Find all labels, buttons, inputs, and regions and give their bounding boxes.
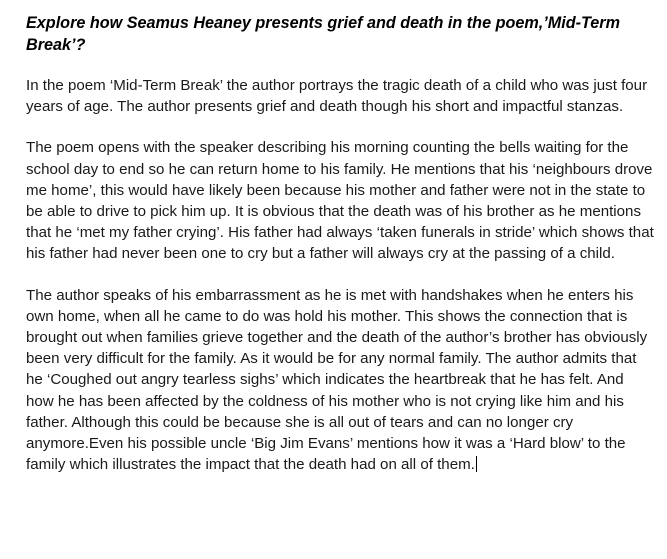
paragraph-1: In the poem ‘Mid-Term Break’ the author portrays the tragic death of a child who was just four years of age. The author presents grief and death though his short and impactful stanzas. — [26, 77, 648, 116]
text-cursor — [476, 456, 477, 472]
paragraph-3 — [26, 285, 654, 476]
paragraph-3-text: The author speaks of his embarrassment as he is met with handshakes when he enters his own home, when all he came to do was hold his mother. This shows the connection that is brought out when families grieve together and the death of the author’s brother has obviously been very difficult for the family. As it would be for any normal family. The author admits that he ‘Coughed out angry tearless sighs’ which indicates the heartbreak that he has felt. And how he has been affected by the coldness of his mother who is not crying like him and his father. Although this could be because she is all out of tears and can no longer cry anymore.Even his possible uncle ‘Big Jim Evans’ mentions how it was a ‘Hard blow’ to the family which illustrates the impact that the death had on all of them. — [26, 286, 648, 474]
paragraph-2: The poem opens with the speaker describing his morning counting the bells waiting for the school day to end so he can return home to his family. He mentions that his ‘neighbours drove me home’, this would have likely been because his mother and father were not in the state to be able to drive to pick him up. It is obvious that the death was of his brother as he mentions that he ‘met my father crying’. His father had always ‘taken funerals in stride’ which shows that his father had never been one to cry but a father will always cry at the passing of a child. — [26, 139, 654, 263]
essay-title: Explore how Seamus Heaney presents grief and death in the poem,’Mid-Term Break’? — [26, 14, 620, 54]
document-body[interactable] — [26, 12, 654, 495]
